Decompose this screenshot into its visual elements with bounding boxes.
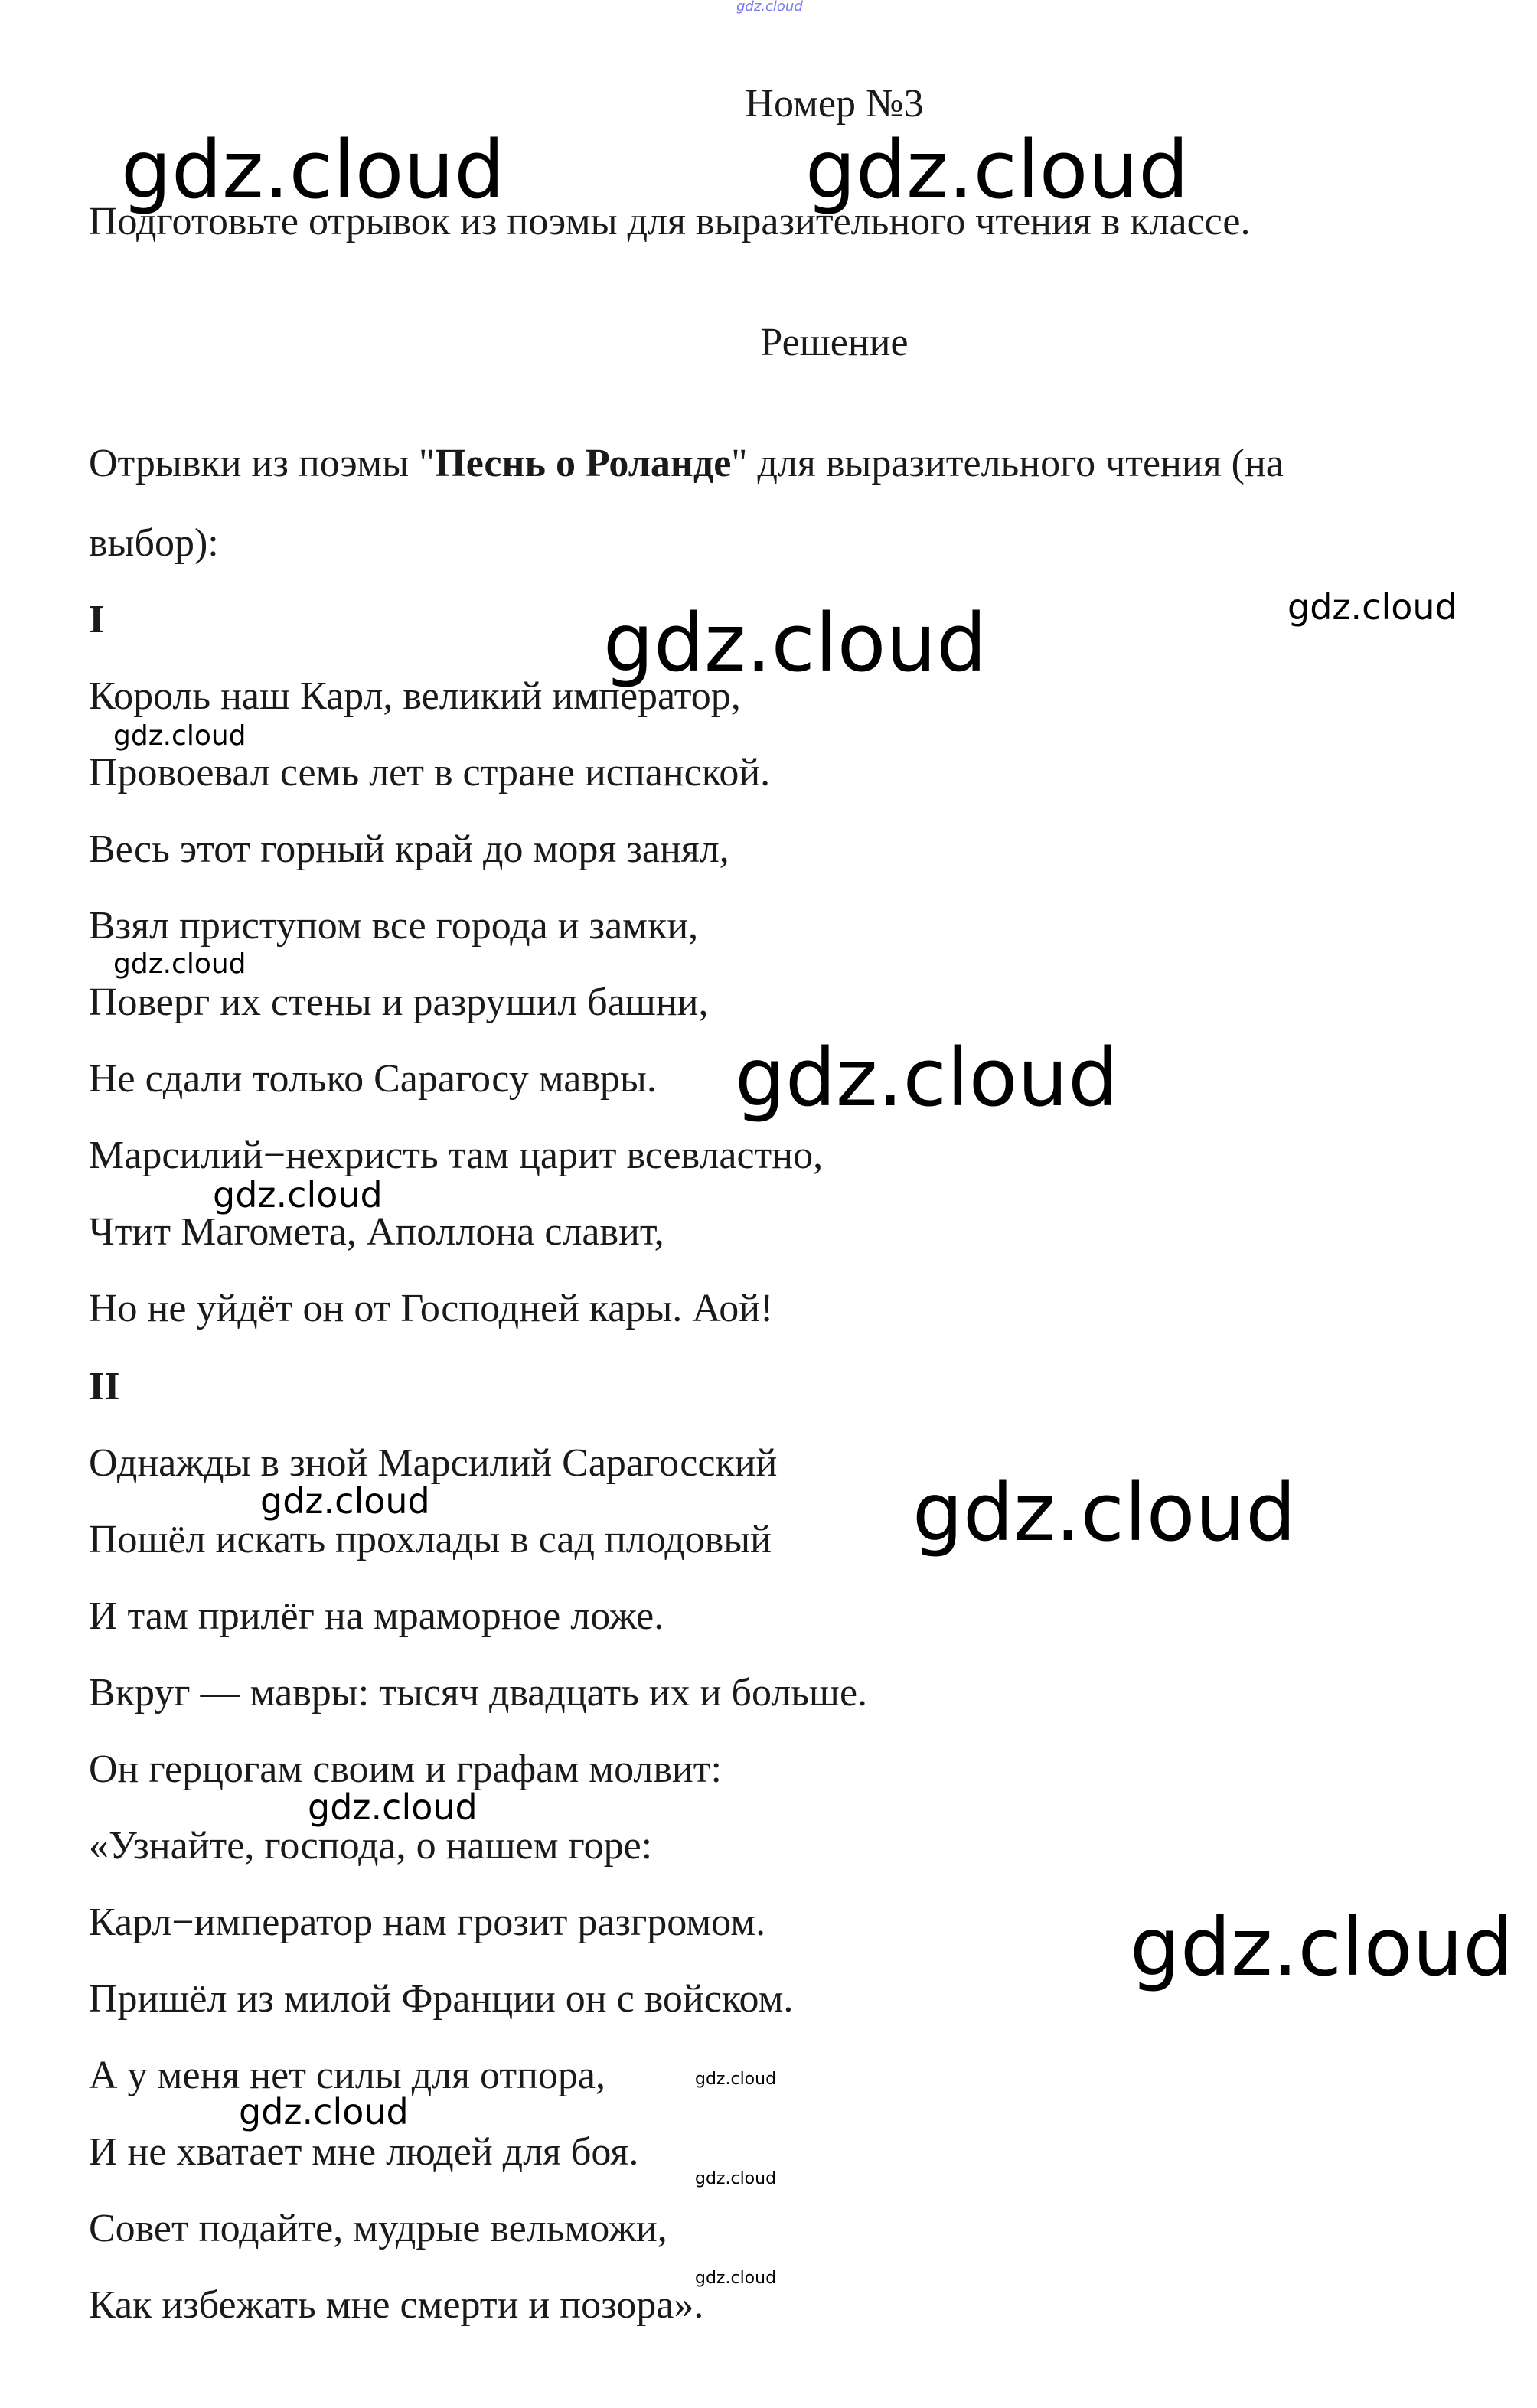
poem-line: И там прилёг на мраморное ложе.	[89, 1594, 664, 1638]
exercise-heading: Номер №3	[745, 82, 924, 126]
task-text: Подготовьте отрывок из поэмы для выразительного чтения в классе.	[89, 200, 1251, 243]
watermark: gdz.cloud	[912, 1466, 1297, 1559]
watermark: gdz.cloud	[308, 1786, 478, 1828]
poem-line: Весь этот горный край до моря занял,	[89, 827, 729, 871]
watermark: gdz.cloud	[805, 123, 1189, 217]
poem-line: Взял приступом все города и замки,	[89, 904, 699, 948]
poem-line: Король наш Карл, великий император,	[89, 674, 741, 718]
intro-after: " для выразительного чтения (на	[731, 442, 1284, 485]
poem-line: Поверг их стены и разрушил башни,	[89, 980, 709, 1024]
watermark: gdz.cloud	[1287, 586, 1457, 628]
watermark: gdz.cloud	[603, 596, 987, 690]
poem-line: Пошёл искать прохлады в сад плодовый	[89, 1518, 772, 1561]
watermark: gdz.cloud	[695, 2169, 777, 2188]
poem-line: Вкруг — мавры: тысяч двадцать их и больше.	[89, 1671, 868, 1715]
section-numeral-1: I	[89, 598, 105, 641]
intro-text	[89, 441, 1284, 487]
poem-line: «Узнайте, господа, о нашем горе:	[89, 1824, 653, 1868]
section-numeral-2: II	[89, 1365, 120, 1408]
watermark: gdz.cloud	[695, 2269, 777, 2288]
poem-line: Он герцогам своим и графам молвит:	[89, 1747, 722, 1791]
poem-line: А у меня нет силы для отпора,	[89, 2054, 605, 2097]
poem-line: Но не уйдёт он от Господней кары. Аой!	[89, 1287, 774, 1330]
watermark: gdz.cloud	[113, 948, 246, 980]
poem-title: Песнь о Роланде	[435, 442, 732, 485]
poem-line: Совет подайте, мудрые вельможи,	[89, 2207, 667, 2250]
poem-line: Пришёл из милой Франции он с войском.	[89, 1977, 794, 2021]
poem-line: И не хватает мне людей для боя.	[89, 2130, 639, 2174]
watermark: gdz.cloud	[1130, 1901, 1514, 1994]
solution-label: Решение	[760, 321, 909, 364]
poem-line: Как избежать мне смерти и позора».	[89, 2283, 704, 2327]
poem-line: Марсилий−нехристь там царит всевластно,	[89, 1134, 824, 1177]
watermark: gdz.cloud	[735, 1031, 1119, 1124]
watermark: gdz.cloud	[121, 123, 505, 217]
watermark: gdz.cloud	[260, 1480, 430, 1522]
intro-before: Отрывки из поэмы "	[89, 442, 436, 485]
watermark: gdz.cloud	[113, 720, 246, 752]
watermark: gdz.cloud	[239, 2091, 409, 2132]
watermark: gdz.cloud	[213, 1174, 383, 1215]
intro-continuation: выбор):	[89, 521, 219, 565]
watermark-top: gdz.cloud	[736, 0, 803, 15]
poem-line: Провоевал семь лет в стране испанской.	[89, 751, 771, 795]
watermark: gdz.cloud	[695, 2070, 777, 2089]
poem-line: Не сдали только Сарагосу мавры.	[89, 1057, 657, 1101]
poem-line: Чтит Магомета, Аполлона славит,	[89, 1210, 664, 1254]
poem-line: Однажды в зной Марсилий Сарагосский	[89, 1441, 778, 1485]
poem-line: Карл−император нам грозит разгромом.	[89, 1901, 766, 1944]
